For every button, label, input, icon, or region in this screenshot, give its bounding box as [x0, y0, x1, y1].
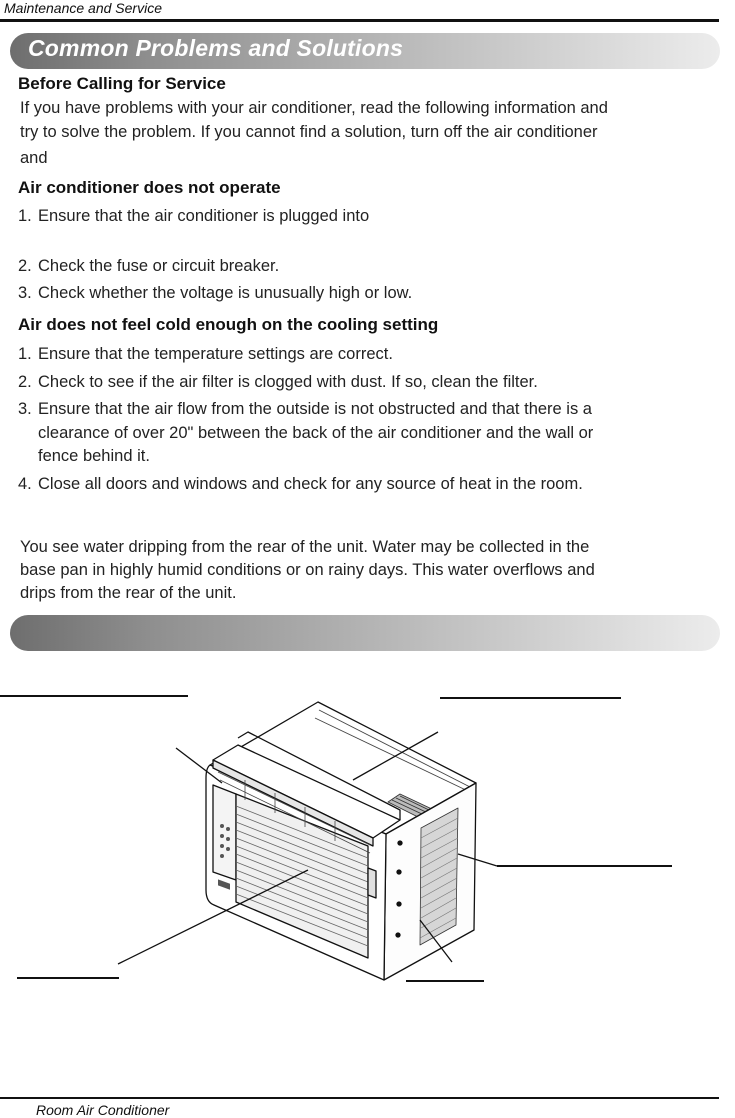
item-number: 3.	[18, 400, 32, 418]
list-item	[18, 255, 723, 279]
list-item	[18, 473, 723, 497]
item-number: 1.	[18, 345, 32, 363]
item-number: 1.	[18, 207, 32, 225]
heading-before-calling: Before Calling for Service	[18, 74, 226, 93]
item-text: Check whether the voltage is unusually high or low.	[38, 284, 413, 302]
item-number: 2.	[18, 257, 32, 275]
item-text: Check to see if the air filter is clogged with dust. If so, clean the filter.	[38, 373, 538, 391]
list-item	[18, 205, 723, 229]
header-section-title: Maintenance and Service	[4, 0, 162, 16]
list-item	[18, 398, 723, 469]
heading-not-cold: Air does not feel cold enough on the cooling setting	[18, 315, 439, 334]
banner-common-problems	[10, 33, 720, 69]
dripping-line-1: You see water dripping from the rear of the unit. Water may be collected in the	[20, 538, 590, 556]
footer-rule	[0, 1097, 719, 1099]
item-text-continued: clearance of over 20" between the back of the air conditioner and the wall or	[38, 423, 594, 442]
item-number: 2.	[18, 373, 32, 391]
heading-does-not-operate: Air conditioner does not operate	[18, 178, 281, 197]
item-text: Close all doors and windows and check for any source of heat in the room.	[38, 475, 583, 493]
item-text: Check the fuse or circuit breaker.	[38, 257, 280, 275]
item-text: Ensure that the temperature settings are correct.	[38, 345, 393, 363]
item-text: Ensure that the air conditioner is plugged into	[38, 207, 370, 225]
before-line-2: try to solve the problem. If you cannot find a solution, turn off the air conditioner	[20, 123, 598, 141]
before-line-3: and	[20, 149, 48, 167]
dripping-line-2: base pan in highly humid conditions or on rainy days. This water overflows and	[20, 561, 595, 579]
list-item	[18, 343, 723, 367]
footer-title: Room Air Conditioner	[36, 1102, 170, 1118]
header-rule	[0, 19, 719, 22]
before-line-1: If you have problems with your air conditioner, read the following information and	[20, 99, 608, 117]
item-text: Ensure that the air flow from the outside is not obstructed and that there is a	[38, 400, 592, 418]
list-item	[18, 371, 723, 395]
air-conditioner-illustration	[0, 640, 735, 1000]
item-text-continued: fence behind it.	[38, 447, 150, 465]
item-number: 4.	[18, 475, 32, 493]
dripping-line-3: drips from the rear of the unit.	[20, 584, 237, 602]
banner-title: Common Problems and Solutions	[28, 35, 404, 61]
list-item	[18, 282, 723, 306]
item-number: 3.	[18, 284, 32, 302]
